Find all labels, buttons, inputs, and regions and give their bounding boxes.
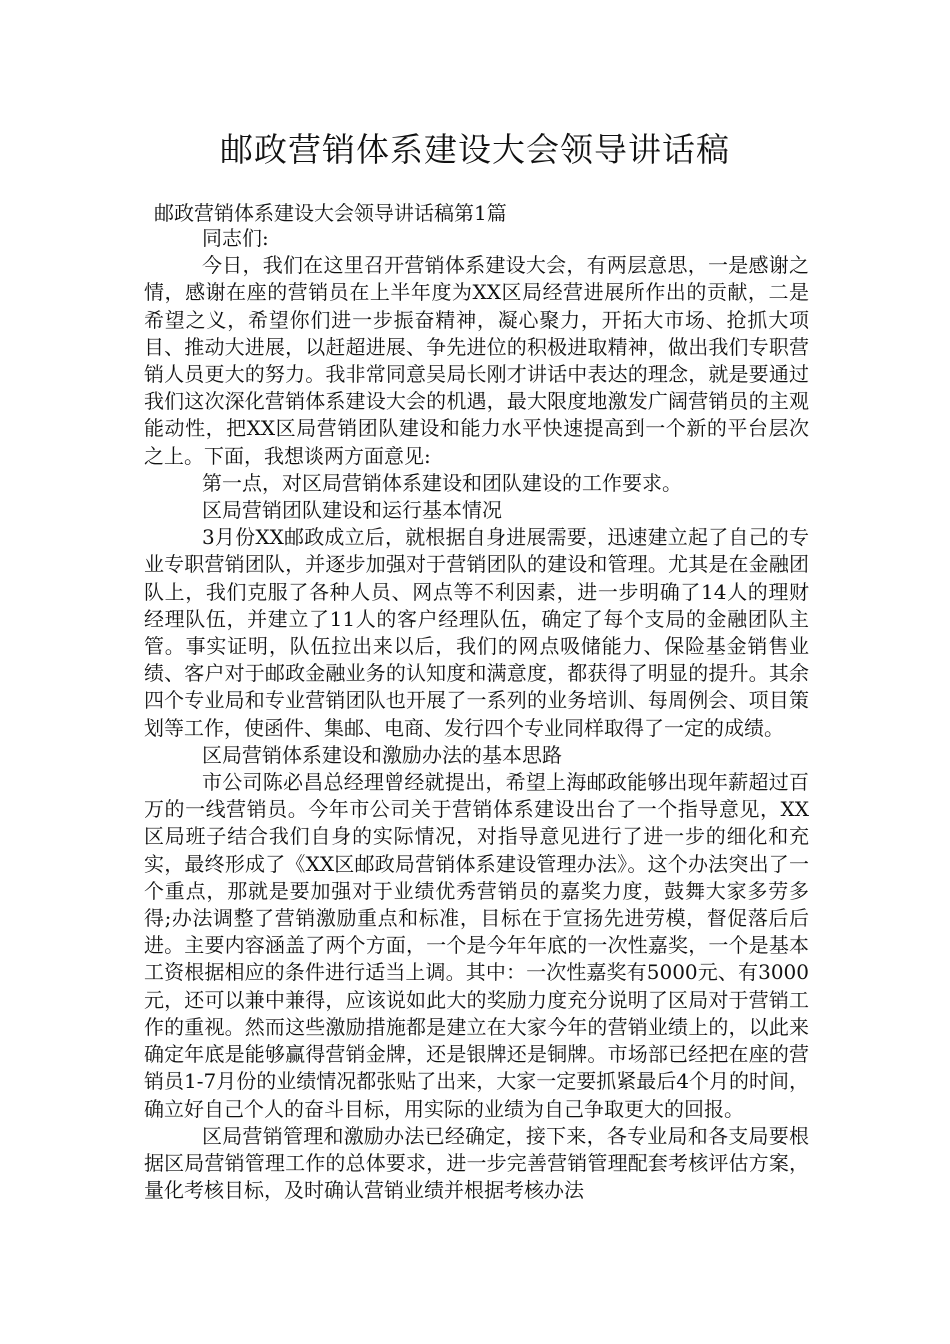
paragraph: 市公司陈必昌总经理曾经就提出，希望上海邮政能够出现年薪超过百万的一线营销员。今年市公司关于营销体系建设出台了一个指导意见，XX区局班子结合我们自身的实际情况，对指导意见进行了进一步的细化和充实，最终形成了《XX区邮政局营销体系建设管理办法》。这个办法突出了一个重点，那就是要加强对于业绩优秀营销员的嘉奖力度，鼓舞大家多劳多得;办法调整了营销激励重点和标准，目标在于宣扬先进劳模，督促落后后进。主要内容涵盖了两个方面，一个是今年年底的一次性嘉奖，一个是基本工资根据相应的条件进行适当上调。其中：一次性嘉奖有5000元、有3000元，还可以兼中兼得，应该说如此大的奖励力度充分说明了区局对于营销工作的重视。然而这些激励措施都是建立在大家今年的营销业绩上的，以此来确定年底是能够赢得营销金牌，还是银牌还是铜牌。市场部已经把在座的营销员1-7月份的业绩情况都张贴了出来，大家一定要抓紧最后4个月的时间，确立好自己个人的奋斗目标，用实际的业绩为自己争取更大的回报。 — [144, 770, 809, 1121]
document-subtitle: 邮政营销体系建设大会领导讲话稿第1篇 — [154, 201, 507, 225]
paragraph-salutation: 同志们: — [202, 226, 269, 250]
paragraph: 3月份XX邮政成立后，就根据自身进展需要，迅速建立起了自己的专业专职营销团队，并逐步加强对于营销团队的建设和管理。尤其是在金融团队上，我们克服了各种人员、网点等不利因素，进一步明确了14人的理财经理队伍，并建立了11人的客户经理队伍，确定了每个支局的金融团队主管。事实证明，队伍拉出来以后，我们的网点吸储能力、保险基金销售业绩、客户对于邮政金融业务的认知度和满意度，都获得了明显的提升。其余四个专业局和专业营销团队也开展了一系列的业务培训、每周例会、项目策划等工作，使函件、集邮、电商、发行四个专业同样取得了一定的成绩。 — [144, 525, 809, 740]
paragraph: 区局营销管理和激励办法已经确定，接下来，各专业局和各支局要根据区局营销管理工作的总体要求，进一步完善营销管理配套考核评估方案，量化考核目标，及时确认营销业绩并根据考核办法 — [144, 1123, 809, 1203]
section-heading: 第一点，对区局营销体系建设和团队建设的工作要求。 — [202, 470, 682, 495]
document-title: 邮政营销体系建设大会领导讲话稿 — [220, 130, 730, 169]
subsection-heading: 区局营销体系建设和激励办法的基本思路 — [202, 742, 562, 767]
subsection-heading: 区局营销团队建设和运行基本情况 — [202, 498, 502, 523]
paragraph: 今日，我们在这里召开营销体系建设大会，有两层意思，一是感谢之情，感谢在座的营销员在上半年度为XX区局经营进展所作出的贡献，二是希望之义，希望你们进一步振奋精神，凝心聚力，开拓大市场、抢抓大项目、推动大进展，以赶超进展、争先进位的积极进取精神，做出我们专职营销人员更大的努力。我非常同意吴局长刚才讲话中表达的理念，就是要通过我们这次深化营销体系建设大会的机遇，最大限度地激发广阔营销员的主观能动性，把XX区局营销团队建设和能力水平快速提高到一个新的平台层次之上。下面，我想谈两方面意见: — [144, 253, 809, 468]
document-body — [144, 225, 809, 1204]
